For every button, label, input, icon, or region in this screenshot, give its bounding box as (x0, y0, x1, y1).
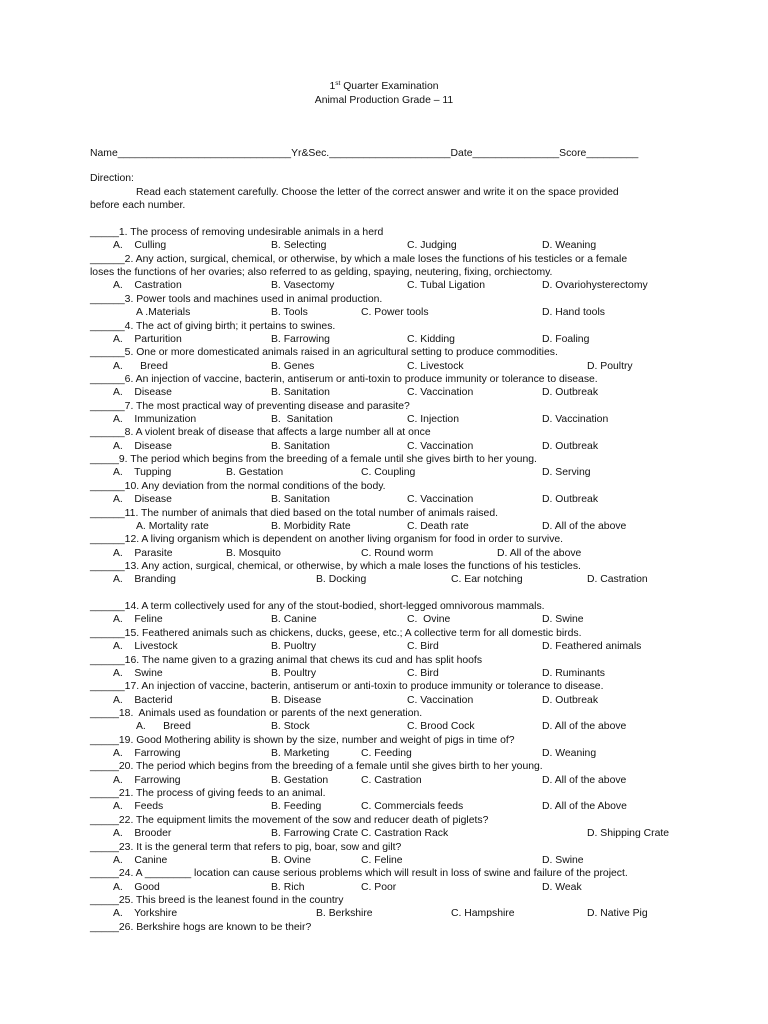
question-text: _____21. The process of giving feeds to an animal. (90, 788, 326, 800)
answer-choice: B. Mosquito (226, 547, 281, 559)
answer-choice: A. Tupping (113, 467, 172, 479)
answer-choice: C. Judging (407, 240, 457, 252)
answer-choice: B. Ovine (271, 854, 311, 866)
answer-choice: C. Hampshire (451, 908, 515, 920)
answer-choice: D. Weaning (542, 748, 597, 760)
question-text: ______14. A term collectively used for any of the stout-bodied, short-legged omnivorous mammals. (90, 601, 545, 613)
answer-choice: A. Immunization (113, 414, 197, 426)
answer-choice: B. Poultry (271, 667, 317, 679)
answer-choice: B. Stock (271, 721, 310, 733)
question-text: _____22. The equipment limits the movement of the sow and reducer death of piglets? (90, 814, 489, 826)
answer-choice: C. Commercials feeds (361, 801, 464, 813)
answer-choice: B. Sanitation (271, 494, 330, 506)
answer-choice: C. Vaccination (407, 694, 474, 706)
answer-choice: A. Farrowing (113, 748, 181, 760)
answer-choice: B. Berkshire (316, 908, 373, 920)
title-num: 1 (329, 81, 336, 92)
question-text: _____9. The period which begins from the breeding of a female until she gives birth to her young. (90, 454, 537, 466)
answer-choice: A. Feline (113, 614, 163, 626)
question-text: _____18. Animals used as foundation or parents of the next generation. (90, 707, 423, 719)
answer-choice: D. Hand tools (542, 307, 605, 319)
answer-choice: B. Puoltry (271, 641, 317, 653)
answer-choice: B. Docking (316, 574, 367, 586)
answer-choice: A. Yorkshire (113, 908, 178, 920)
answer-choice: D. Swine (542, 854, 584, 866)
answer-choice: D. Foaling (542, 333, 590, 345)
answer-choice: D. Outbreak (542, 387, 599, 399)
answer-choice: D. Native Pig (587, 908, 648, 920)
answer-choice: C. Power tools (361, 307, 429, 319)
question-text: ______8. A violent break of disease that affects a large number all at once (90, 427, 431, 439)
answer-choice: D. Poultry (587, 360, 633, 372)
answer-choice: A. Livestock (113, 641, 178, 653)
answer-choice: A. Breed (113, 360, 168, 372)
answer-choice: A. Brooder (113, 828, 172, 840)
answer-choice: D. Outbreak (542, 494, 599, 506)
question-text: ______13. Any action, surgical, chemical, or otherwise, by which a male loses the functions of his testicles. (90, 561, 581, 572)
answer-choice: D. Swine (542, 614, 584, 626)
answer-choice: D. Outbreak (542, 694, 599, 706)
answer-choice: A. Branding (113, 574, 176, 586)
answer-choice: C. Poor (361, 881, 397, 893)
answer-choice: A. Culling (113, 240, 167, 252)
answer-choice: C. Vaccination (407, 387, 474, 399)
answer-choice: C. Castration (361, 774, 422, 786)
answer-choice: C. Livestock (407, 360, 464, 372)
question-text: _____24. A ________ location can cause serious problems which will result in loss of swine and failure of the project. (90, 868, 628, 880)
answer-choice: C. Round worm (361, 547, 434, 559)
answer-choice: B. Gestation (226, 467, 284, 479)
question-text: ______11. The number of animals that died based on the total number of animals raised. (90, 507, 498, 519)
answer-choice: D. All of the above (542, 721, 627, 733)
answer-choice: C. Death rate (407, 520, 469, 532)
answer-choice: B. Sanitation (271, 414, 333, 426)
answer-choice: B. Selecting (271, 240, 327, 252)
answer-choice: A. Feeds (113, 801, 164, 813)
answer-choice: B. Marketing (271, 748, 330, 760)
answer-choice: B. Farrowing Crate (271, 828, 359, 840)
answer-choice: D. Weak (542, 881, 582, 893)
question-text: ______3. Power tools and machines used in animal production. (90, 293, 383, 305)
answer-choice: D. Castration (587, 574, 648, 586)
answer-choice: B. Farrowing (271, 333, 330, 345)
question-text: ______7. The most practical way of preventing disease and parasite? (90, 400, 410, 412)
answer-choice: D. All of the above (542, 520, 627, 532)
answer-choice: B. Sanitation (271, 387, 330, 399)
question-text: _____25. This breed is the leanest found in the country (90, 895, 344, 906)
answer-choice: A. Disease (113, 440, 172, 452)
question-text: ______5. One or more domesticated animals raised in an agricultural setting to produce commodities. (90, 347, 558, 359)
answer-choice: A .Materials (136, 307, 191, 319)
answer-choice: D. Feathered animals (542, 641, 642, 653)
answer-choice: C. Coupling (361, 467, 416, 479)
question-text: _____23. It is the general term that refers to pig, boar, sow and gilt? (90, 841, 402, 853)
question-text: ______2. Any action, surgical, chemical, or otherwise, by which a male loses the functions of his testicles or a female (90, 253, 628, 265)
answer-choice: B. Gestation (271, 774, 329, 786)
answer-choice: A. Bacterid (113, 694, 173, 706)
answer-choice: D. Shipping Crate (587, 828, 670, 840)
answer-choice: B. Rich (271, 881, 305, 893)
answer-choice: B. Sanitation (271, 440, 330, 452)
title-sup: st (335, 80, 341, 87)
question-text: _____20. The period which begins from the breeding of a female until she gives birth to her young. (90, 761, 543, 773)
answer-choice: A. Castration (113, 280, 182, 292)
answer-choice: D. Weaning (542, 240, 597, 252)
question-text: _____19. Good Mothering ability is shown by the size, number and weight of pigs in time of? (90, 734, 515, 746)
exam-title (0, 80, 768, 93)
answer-choice: B. Feeding (271, 801, 322, 813)
answer-choice: C. Bird (407, 667, 439, 679)
question-text: ______10. Any deviation from the normal conditions of the body. (90, 480, 386, 492)
answer-choice: D. Ovariohysterectomy (542, 280, 648, 292)
answer-choice: A. Good (113, 881, 160, 893)
answer-choice: C. Ovine (407, 614, 451, 626)
answer-choice: C. Tubal Ligation (407, 280, 485, 292)
answer-choice: A. Disease (113, 494, 172, 506)
answer-choice: B. Tools (271, 307, 308, 319)
exam-subtitle: Animal Production Grade – 11 (314, 95, 454, 106)
answer-choice: C. Vaccination (407, 440, 474, 452)
answer-choice: D. All of the Above (542, 801, 627, 813)
answer-choice: D. All of the above (497, 547, 582, 559)
direction-label: Direction: (90, 173, 134, 184)
info-line: Name______________________________Yr&Sec._____________________Date_______________Score_________ (90, 148, 639, 159)
title-rest: Quarter Examination (340, 81, 439, 92)
question-text: ______4. The act of giving birth; it pertains to swines. (90, 320, 336, 332)
answer-choice: D. All of the above (542, 774, 627, 786)
answer-choice: C. Injection (407, 414, 459, 426)
question-text: ______6. An injection of vaccine, bacterin, antiserum or anti-toxin to produce immunity or tolerance to disease. (90, 373, 598, 385)
answer-choice: A. Swine (113, 667, 163, 679)
answer-choice: C. Kidding (407, 333, 455, 345)
answer-choice: C. Feline (361, 854, 403, 866)
answer-choice: A. Farrowing (113, 774, 181, 786)
question-text: ______16. The name given to a grazing animal that chews its cud and has split hoofs (90, 654, 483, 666)
answer-choice: B. Disease (271, 694, 322, 706)
answer-choice: A. Mortality rate (136, 520, 209, 532)
question-text: ______12. A living organism which is dependent on another living organism for food in order to survive. (90, 534, 564, 546)
answer-choice: A. Parturition (113, 333, 182, 345)
answer-choice: B. Canine (271, 614, 317, 626)
answer-choice: C. Ear notching (451, 574, 523, 586)
answer-choice: D. Vaccination (542, 414, 609, 426)
answer-choice: A. Parasite (113, 547, 173, 559)
question-text: ______17. An injection of vaccine, bacterin, antiserum or anti-toxin to produce immunity or tolerance to disease. (90, 681, 604, 693)
answer-choice: C. Feeding (361, 748, 412, 760)
question-text: _____26. Berkshire hogs are known to be their? (90, 921, 312, 933)
direction-text-2: before each number. (90, 200, 186, 211)
answer-choice: A. Breed (136, 721, 191, 733)
answer-choice: B. Genes (271, 360, 315, 372)
answer-choice: C. Vaccination (407, 494, 474, 506)
direction-text-1: Read each statement carefully. Choose the letter of the correct answer and write it on the space provided (136, 187, 619, 198)
answer-choice: D. Outbreak (542, 440, 599, 452)
answer-choice: D. Serving (542, 467, 591, 479)
answer-choice: B. Vasectomy (271, 280, 335, 292)
answer-choice: B. Morbidity Rate (271, 520, 351, 532)
answer-choice: C. Brood Cock (407, 721, 475, 733)
answer-choice: D. Ruminants (542, 667, 605, 679)
answer-choice: A. Canine (113, 854, 168, 866)
question-text: loses the functions of her ovaries; also referred to as gelding, spaying, neutering, fixing, orchiectomy. (90, 267, 553, 279)
answer-choice: A. Disease (113, 387, 172, 399)
question-text: _____1. The process of removing undesirable animals in a herd (90, 227, 384, 238)
answer-choice: C. Castration Rack (361, 828, 449, 840)
question-text: ______15. Feathered animals such as chickens, ducks, geese, etc.; A collective term for all domestic birds. (90, 627, 582, 639)
answer-choice: C. Bird (407, 641, 439, 653)
